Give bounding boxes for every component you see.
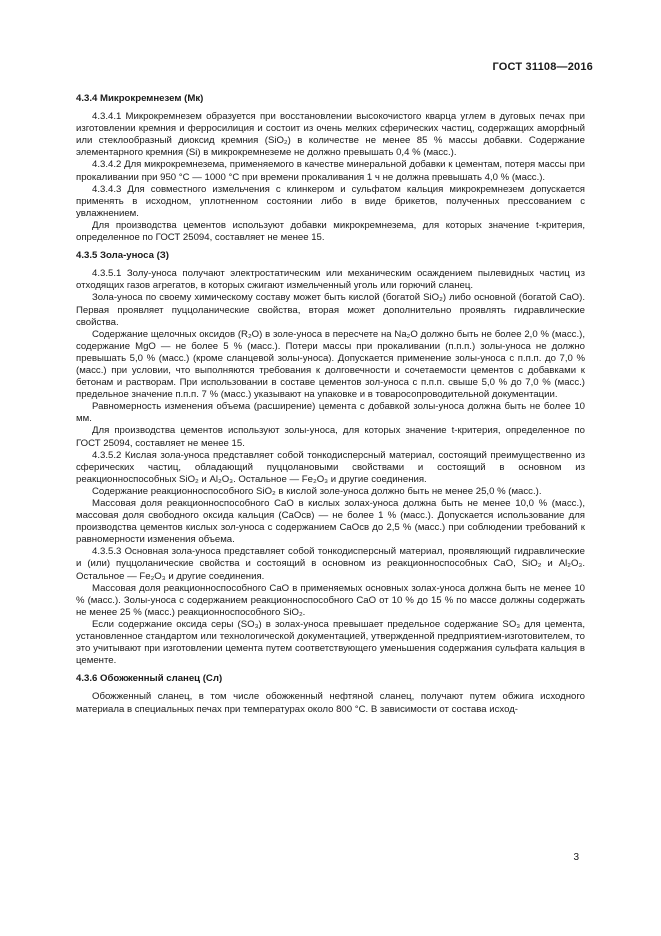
paragraph: 4.3.4.3 Для совместного измельчения с клинкером и сульфатом кальция микрокремнезем допускается применять в исходном, уплотненном состоянии либо в виде брикетов, полученных прессованием с увлажнением. [76,183,585,219]
paragraph: Если содержание оксида серы (SO₃) в золах-уноса превышает предельное содержание SO₃ для цемента, установленное стандартом или технологической документацией, утвержденной предприятием-изготовителем, то это учитывают при изготовлении цемента путем соответствующего уменьшения содержания сульфата кальция в цементе. [76,618,585,667]
document-body [76,93,585,716]
paragraph: Равномерность изменения объема (расширение) цемента с добавкой золы-уноса должна быть не более 10 мм. [76,401,585,425]
paragraph: Содержание реакционноспособного SiO₂ в кислой золе-уноса должно быть не менее 25,0 % (масс.). [92,485,542,497]
paragraph: Для производства цементов используют золы-уноса, для которых значение t-критерия, определенное по ГОСТ 25094, составляет не менее 15. [76,425,585,449]
document-code: ГОСТ 31108—2016 [492,61,593,73]
paragraph: 4.3.4.2 Для микрокремнезема, применяемого в качестве минеральной добавки к цементам, потеря массы при прокаливании при 950 °С — 1000 °С при времени прокаливания 1 ч не должна превышать 4,0 % (масс.). [76,159,585,183]
page-number: 3 [573,852,579,863]
paragraph: Зола-уноса по своему химическому составу может быть кислой (богатой SiO₂) либо основной (богатой CaO). Первая проявляет пуццоланические свойства, вторая может дополнительно проявлять гидравлические свойства. [76,292,585,328]
paragraph: Массовая доля реакционноспособного CaO в кислых золах-уноса должна быть не менее 10,0 % (масс.), массовая доля свободного оксида кальция (CaOсв) — не более 1 % (масс.). Допускается использование для производства цементов кислых зол-уноса с содержанием CaOсв до 2,5 % (масс.) при соблюдении требований к равномерности изменения объема. [76,498,585,546]
paragraph: Обожженный сланец, в том числе обожженный нефтяной сланец, получают путем обжига исходного материала в специальных печах при температурах около 800 °С. В зависимости от состава исход- [76,691,585,715]
section-heading: 4.3.4 Микрокремнезем (Мк) [76,93,204,104]
section-heading: 4.3.6 Обожженный сланец (Сл) [76,673,223,685]
paragraph: Для производства цементов используют добавки микрокремнезема, для которых значение t-критерия, определенное по ГОСТ 25094, составляет не менее 15. [76,219,585,244]
paragraph: 4.3.5.3 Основная зола-уноса представляет собой тонкодисперсный материал, проявляющий гидравлические и (или) пуццоланические свойства и состоящий в основном из реакционноспособных CaO, SiO₂ и Al₂O₃. Остальное — Fe₂O₃ и другие соединения. [76,546,585,582]
paragraph: 4.3.5.1 Золу-уноса получают электростатическим или механическим осаждением пылевидных частиц из отходящих газов агрегатов, в которых сжигают измельченный уголь или горючий сланец. [76,268,585,292]
section-heading: 4.3.5 Зола-уноса (З) [76,250,169,262]
paragraph: Массовая доля реакционноспособного CaO в применяемых основных золах-уноса должна быть не менее 10 % (масс.). Золы-уноса с содержанием реакционноспособного CaO от 10 % до 15 % по массе должны содержать не менее 25 % (масс.) реакционноспособного SiO₂. [76,582,585,618]
paragraph: Содержание щелочных оксидов (R₂O) в золе-уноса в пересчете на Na₂O должно быть не более 2,0 % (масс.), содержание MgO — не более 5 % (масс.). Потери массы при прокаливании (п.п.п.) золы-уноса не должно превышать 5,0 % (масс.) (кроме сланцевой золы-уноса). Допускается применение золы-уноса с п.п.п. до 7,0 % (масс.) при условии, что выполняются требования к долговечности и сочетаемости цементов с добавками к бетонам и растворам. При использовании в составе цементов зол-уноса с п.п.п. свыше 5,0 % до 7,0 % (масс.) предельное значение п.п.п. 7 % (масс.) указывают на упаковке и в товаросопроводительной документации. [76,328,585,401]
paragraph: 4.3.4.1 Микрокремнезем образуется при восстановлении высокочистого кварца углем в дуговых печах при изготовлении кремния и ферросилиция и состоит из очень мелких сферических частиц, содержащих аморфный или стеклообразный диоксид кремния (SiO₂) в количестве не менее 85 % массы добавки. Содержание элементарного кремния (Si) в микрокремнеземе не должно превышать 0,4 % (масс.). [76,111,585,159]
paragraph: 4.3.5.2 Кислая зола-уноса представляет собой тонкодисперсный материал, состоящий преимущественно из сферических частиц, обладающий пуццолановыми свойствами и состоящий в основном из реакционноспособных SiO₂ и Al₂O₃. Остальное — Fe₂O₃ и другие соединения. [76,449,585,485]
